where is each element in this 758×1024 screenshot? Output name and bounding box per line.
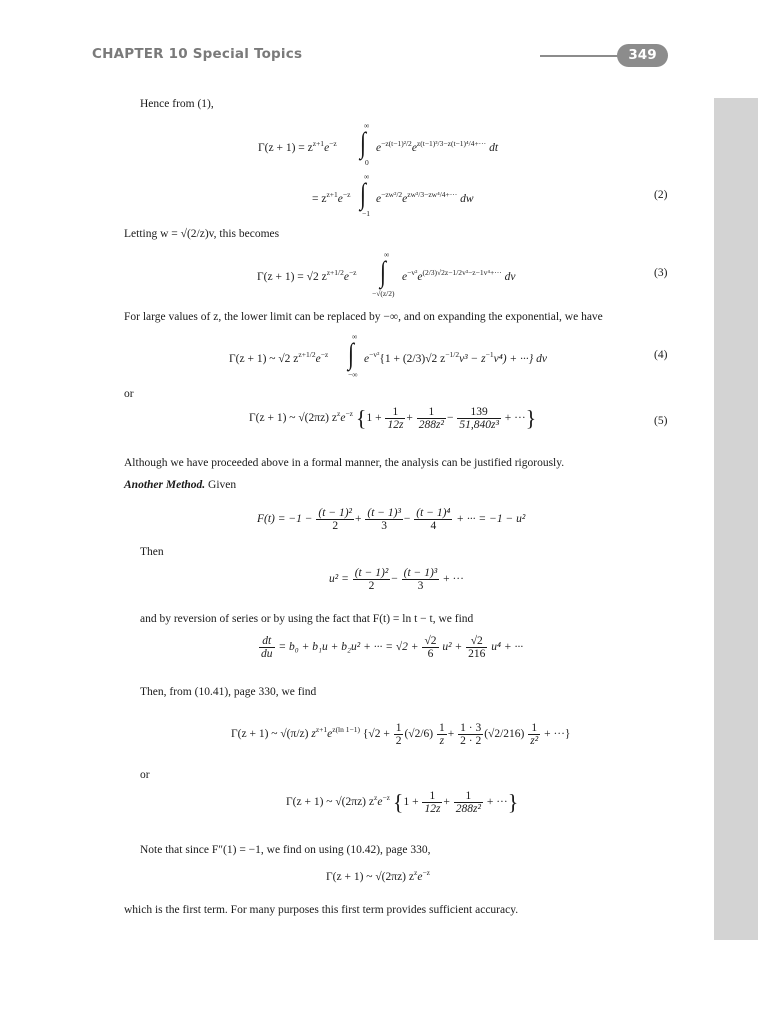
page-number-badge: 349 [617,44,668,67]
integral-sign: ∫ [380,254,387,289]
eq-term: + ··· [443,573,464,586]
eq-term: 1 + [366,412,382,425]
eq-exp: −z(t−1)²/2 [381,139,412,148]
eq-integrand [376,188,474,206]
paragraph-or-2: or [140,769,150,781]
eq-term: 1 + [403,796,419,809]
eq-term: = b₀ + b₁u + b₂u² + ··· = √2 + [278,641,419,654]
eq-e: e [411,142,417,154]
eq-exp: −z [422,868,430,877]
eq-term: + ··· [486,796,508,809]
eq-e: e [417,871,423,883]
eq-lhs: Γ(z + 1) ~ √(2πz) z [286,796,374,809]
equation-stirling-first-term [326,866,430,884]
fraction: $\frac{\text{(t − 1)³}}{3}$ [403,567,438,592]
eq-exp: v⁴+··· [483,268,502,277]
equation-gamma-expansion: Γ(z + 1) ~ √(π/z) $z^{z+1}e^{z(ln 1-1)}$ {√2 + $\frac{1}{2}$ (√2/6) $\frac{1}{z}$ + $\frac{1 \cdot 3}{2 \cdot 2}$ (√2/216) $\frac{1}{\text{z²}}$ + ···} [231,722,571,747]
fraction: $\frac{1}{12z}$ [424,790,441,815]
integral-upper-limit: ∞ [384,250,390,259]
eq-term: (√2/216) [484,728,525,741]
eq-exp: z [413,868,418,877]
eq-exp: z+1 [326,190,338,199]
eq-integrand [376,137,498,155]
fraction: $\frac{1}{\text{288z²}}$ [455,790,481,815]
eq-sqrt: √(π/z) [280,728,309,741]
eq-lhs: Γ(z + 1) = z [258,142,313,154]
equation-u-squared: u² = $\frac{\text{(t − 1)²}}{2}$ − $\frac{\text{(t − 1)³}}{3}$ + ··· [329,567,464,592]
eq-exp: −z [329,139,337,148]
eq-integrand [402,266,515,284]
eq-exp: (2/3)√2z [422,268,449,277]
fraction: $\frac{√2}{6}$ [424,635,437,660]
fraction: $\frac{139}{\text{51,840z³}}$ [459,406,499,431]
equation-gamma-integral-w [312,188,350,206]
paragraph-reversion: and by reversion of series or by using the fact that F(t) = ln t − t, we find [140,613,474,625]
eq-exp: −v² [407,268,418,277]
eq-lhs: Γ(z + 1) ~ √(2πz) z [249,412,337,425]
integral-lower-limit: −1 [362,209,370,218]
eq-lhs: = z [312,193,327,205]
equation-number-3: (3) [654,267,668,279]
eq-term: u² + [442,641,463,654]
equation-dt-du [258,635,523,660]
equation-gamma-asymptotic-integral [229,348,328,366]
eq-exp: −1 [485,350,494,359]
eq-lhs: Γ(z + 1) ~ √2 z [229,353,299,365]
side-thumb-tab [714,98,758,940]
fraction: $\frac{1}{z}$ [439,722,445,747]
equation-F-of-t: F(t) = −1 − $\frac{\text{(t − 1)²}}{2}$ + $\frac{\text{(t − 1)³}}{3}$ − $\frac{\text{(t − 1)⁴}}{4}$ + ··· = −1 − u² [257,507,526,532]
eq-differential: dw [460,193,474,205]
eq-exp: z [373,793,378,803]
eq-lhs: Γ(z + 1) ~ √(2πz) z [326,871,414,883]
integral-upper-limit: ∞ [364,121,370,130]
fraction: $\frac{1}{12z}$ [387,406,404,431]
eq-exp: v³−z [462,268,476,277]
eq-term: {1 + (2/3)√2 z [379,353,446,365]
fraction: $\frac{1}{\text{z²}}$ [530,722,539,747]
eq-exp: z(ln 1−1) [332,725,360,735]
eq-e: e [417,271,423,283]
eq-e: e [327,728,333,741]
eq-term: v³ − z [459,353,486,365]
eq-lhs: u² = [329,573,349,586]
eq-exp: −1/2 [445,350,460,359]
eq-exp: z+1/2 [326,268,344,277]
page-header [0,0,758,80]
integral-lower-limit: −∞ [348,370,358,379]
eq-term: + ··· [504,412,526,425]
eq-e: e [315,353,321,365]
eq-e: e [376,142,382,154]
equation-number-2: (2) [654,189,668,201]
eq-e: e [377,796,383,809]
fraction: $\frac{\text{(t − 1)⁴}}{4}$ [416,507,451,532]
equation-stirling-short: Γ(z + 1) ~ √(2πz) $z^ze^{-z}$ {1 + $\frac{1}{12z}$ + $\frac{1}{\text{288z²}}$ + ···} [286,789,519,815]
paragraph-letting: Letting w = √(2/z)v, this becomes [124,228,280,240]
integral-lower-limit: −√(z/2) [372,289,395,298]
equation-stirling-series: Γ(z + 1) ~ √(2πz) $z^ze^{-z}$ {1 + $\frac{1}{12z}$ + $\frac{1}{\text{288z²}}$ − $\frac{139}{\text{51,840z³}}$ + ···} [249,405,537,431]
fraction: $\frac{\text{(t − 1)²}}{2}$ [354,567,389,592]
paragraph-large-values: For large values of z, the lower limit can be replaced by −∞, and on expanding the exponential, we have [124,311,603,323]
eq-exp: −1/2 [448,268,463,277]
eq-exp: z+1/2 [298,350,316,359]
paragraph-then-from: Then, from (10.41), page 330, we find [140,686,317,698]
eq-e: e [364,353,370,365]
eq-term: {√2 + [362,728,390,741]
fraction: $\frac{dt}{du}$ [261,635,273,660]
eq-e: e [402,271,408,283]
eq-e: e [337,193,343,205]
integral-sign: ∫ [348,336,355,371]
eq-term: (√2/6) [404,728,434,741]
eq-exp: z+1 [315,725,328,735]
eq-e: e [376,193,382,205]
another-method-text: Given [205,479,237,491]
eq-term: + ··· = −1 − u² [456,513,526,526]
eq-term: + ···} [544,728,571,741]
eq-lhs: Γ(z + 1) = √2 z [257,271,327,283]
eq-term: v⁴) + ···} dv [493,353,548,365]
integral-lower-limit: 0 [365,158,369,167]
integral-sign: ∫ [360,176,367,211]
fraction: $\frac{1}{\text{288z²}}$ [418,406,444,431]
chapter-title: CHAPTER 10 Special Topics [92,46,303,62]
fraction: $\frac{\text{(t − 1)²}}{2}$ [318,507,352,532]
fraction: $\frac{1}{2}$ [395,722,402,747]
paragraph-then: Then [140,546,164,558]
eq-exp: −z [348,268,357,277]
equation-gamma-integral-v [257,266,357,284]
fraction: $\frac{\text{(t − 1)³}}{3}$ [367,507,401,532]
integral-sign: ∫ [360,125,367,160]
eq-exp: z(t−1)³/3−z(t−1)⁴/4+··· [416,139,487,148]
eq-e: e [402,193,408,205]
paragraph-or: or [124,388,134,400]
eq-term: u⁴ + ··· [491,641,524,654]
fraction: $\frac{1 \cdot 3}{2 \cdot 2}$ [460,722,482,747]
another-method-label: Another Method. [124,479,206,491]
eq-e: e [324,142,330,154]
integral-upper-limit: ∞ [364,172,370,181]
eq-differential: dt [489,142,499,154]
paragraph-although: Although we have proceeded above in a formal manner, the analysis can be justified rigorously. [124,457,565,469]
fraction: $\frac{√2}{216}$ [468,635,486,660]
paragraph-note: Note that since F″(1) = −1, we find on using (10.42), page 330, [140,844,431,856]
eq-exp: −z [342,190,351,199]
eq-exp: −z [320,350,329,359]
paragraph-another-method [124,478,236,492]
eq-integrand [364,348,547,366]
paragraph-hence: Hence from (1), [140,98,214,110]
equation-number-5: (5) [654,415,668,427]
equation-gamma-integral-t [258,137,337,155]
eq-exp: −zw²/2 [381,190,403,199]
eq-e: e [340,412,346,425]
eq-exp: −z [345,409,353,419]
eq-term: z [311,728,316,741]
eq-exp: −1 [475,268,484,277]
eq-exp: z [336,409,341,419]
eq-e: e [343,271,349,283]
integral-upper-limit: ∞ [352,332,358,341]
equation-number-4: (4) [654,349,668,361]
eq-exp: zw³/3−zw⁴/4+··· [407,190,458,199]
eq-exp: z+1 [312,139,325,148]
paragraph-first-term: which is the first term. For many purposes this first term provides sufficient accuracy. [124,904,519,916]
eq-exp: −z [382,793,390,803]
eq-lhs: F(t) = −1 − [257,513,313,526]
eq-differential: dv [504,271,516,283]
eq-exp: −v² [369,350,380,359]
eq-lhs: Γ(z + 1) ~ [231,728,278,741]
